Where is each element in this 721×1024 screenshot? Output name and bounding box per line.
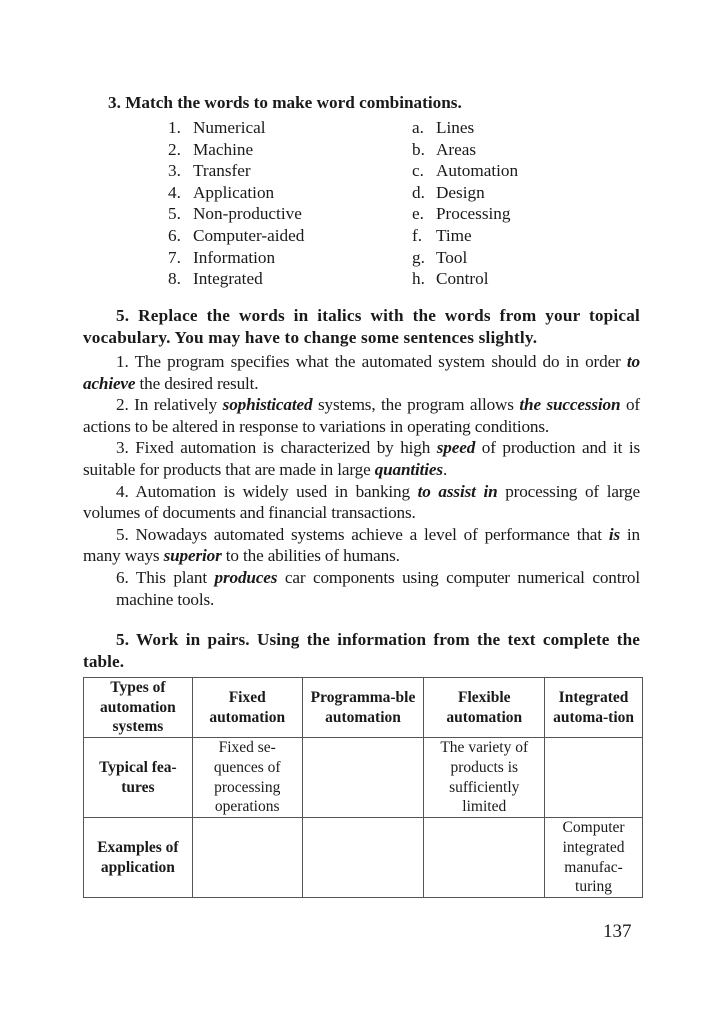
item-word: Automation xyxy=(436,161,519,181)
item-letter: c. xyxy=(412,161,424,181)
italic-phrase: quantities xyxy=(374,459,443,479)
sentence-text: 1. The program specifies what the automated system should do in order xyxy=(116,352,627,371)
sentence-text: 3. Fixed automation is characterized by high xyxy=(116,438,437,458)
exercise-3-title: 3. Match the words to make word combinations. xyxy=(108,93,462,112)
header-cell: Flexible automation xyxy=(424,678,545,738)
item-number: 7. xyxy=(168,247,181,267)
exercise-5-table-title-block xyxy=(83,629,640,672)
italic-phrase: speed xyxy=(436,438,476,458)
item-number: 6. xyxy=(168,225,181,245)
match-left-item xyxy=(168,225,398,247)
sentence-text: systems, the program allows xyxy=(312,395,520,415)
italic-phrase: is xyxy=(608,524,620,544)
table-header-row xyxy=(84,678,643,738)
automation-types-table xyxy=(83,677,643,898)
italic-phrase: produces xyxy=(214,567,278,587)
item-number: 5. xyxy=(168,204,181,224)
sentence-text: of production and it is suitable for products that are made in large xyxy=(83,438,640,479)
item-letter: f. xyxy=(412,225,423,245)
table-cell: Computer integrated manufac-turing xyxy=(545,818,643,898)
sentence-text: 4. Automation is widely used in banking xyxy=(116,481,418,501)
match-left-item xyxy=(168,160,398,182)
item-word: Processing xyxy=(436,204,511,224)
match-left-item xyxy=(168,268,398,290)
item-word: Non-productive xyxy=(193,204,302,224)
match-right-item xyxy=(412,247,612,269)
sentence-4 xyxy=(83,481,640,524)
match-left-column xyxy=(168,117,398,290)
sentence-1 xyxy=(83,351,640,394)
sentence-5 xyxy=(83,524,640,567)
item-letter: b. xyxy=(412,139,425,159)
item-number: 4. xyxy=(168,182,181,202)
sentence-6 xyxy=(83,567,640,610)
sentence-text: the desired result. xyxy=(135,373,259,393)
italic-phrase: to achieve xyxy=(83,352,640,393)
item-word: Machine xyxy=(193,139,254,159)
item-word: Control xyxy=(436,269,489,289)
item-letter: h. xyxy=(412,269,425,289)
header-cell: Integrated automa-tion xyxy=(545,678,643,738)
exercise-5-sentences xyxy=(83,351,640,610)
table-cell xyxy=(545,738,643,818)
page-number: 137 xyxy=(603,921,632,942)
italic-phrase: the succession xyxy=(519,395,621,415)
table-cell: Fixed se-quences of processing operations xyxy=(192,738,302,818)
item-letter: g. xyxy=(412,247,425,267)
match-left-item xyxy=(168,203,398,225)
sentence-text: car components using computer numerical control machine tools. xyxy=(116,567,640,609)
table-row xyxy=(84,818,643,898)
item-number: 2. xyxy=(168,139,181,159)
item-letter: d. xyxy=(412,182,425,202)
table-cell xyxy=(302,818,424,898)
match-right-column xyxy=(412,117,612,290)
item-word: Integrated xyxy=(193,269,263,289)
item-letter: a. xyxy=(412,118,424,137)
header-cell: Types of automation systems xyxy=(84,678,193,738)
item-number: 3. xyxy=(168,161,181,181)
sentence-text: of actions to be altered in response to variations in operating conditions. xyxy=(83,395,640,436)
item-word: Lines xyxy=(436,118,475,137)
italic-phrase: to assist in xyxy=(417,481,498,501)
item-word: Information xyxy=(193,247,276,267)
table-cell xyxy=(192,818,302,898)
item-word: Design xyxy=(436,182,485,202)
table-cell: The variety of products is sufficiently limited xyxy=(424,738,545,818)
item-word: Application xyxy=(193,182,275,202)
match-left-item xyxy=(168,139,398,161)
row-label: Examples of application xyxy=(84,818,193,898)
header-cell: Fixed automation xyxy=(192,678,302,738)
item-word: Numerical xyxy=(193,118,266,137)
match-right-item xyxy=(412,182,612,204)
header-cell: Programma-ble automation xyxy=(302,678,424,738)
item-word: Time xyxy=(436,225,472,245)
match-left-item xyxy=(168,117,398,139)
item-word: Tool xyxy=(436,247,468,267)
sentence-3 xyxy=(83,437,640,480)
row-label: Typical fea-tures xyxy=(84,738,193,818)
match-right-item xyxy=(412,203,612,225)
exercise-5-table-title: 5. Work in pairs. Using the information from the text complete the table. xyxy=(83,630,640,671)
item-number: 1. xyxy=(168,118,181,137)
sentence-2 xyxy=(83,394,640,437)
sentence-text: 5. Nowadays automated systems achieve a level of performance that xyxy=(116,524,609,544)
italic-phrase: superior xyxy=(163,546,222,566)
match-right-item xyxy=(412,139,612,161)
table-cell xyxy=(302,738,424,818)
match-left-item xyxy=(168,182,398,204)
match-right-item xyxy=(412,225,612,247)
item-number: 8. xyxy=(168,269,181,289)
item-letter: e. xyxy=(412,204,424,224)
sentence-text: processing of large volumes of documents and financial transactions. xyxy=(83,481,640,523)
sentence-text: in many ways xyxy=(83,524,641,566)
match-right-item xyxy=(412,160,612,182)
italic-phrase: sophisticated xyxy=(222,395,313,415)
item-word: Areas xyxy=(436,139,477,159)
sentence-text: 2. In relatively xyxy=(116,395,223,415)
exercise-5-replace-title-block xyxy=(83,305,640,348)
match-right-item xyxy=(412,268,612,290)
match-left-item xyxy=(168,247,398,269)
match-right-item xyxy=(412,117,612,139)
exercise-5-replace-title: 5. Replace the words in italics with the words from your topical vocabulary. You may have to change some sentences slightly. xyxy=(83,306,640,347)
item-word: Transfer xyxy=(193,161,251,181)
sentence-text: . xyxy=(442,459,448,479)
sentence-text: 6. This plant xyxy=(116,567,215,587)
table-row xyxy=(84,738,643,818)
table-cell xyxy=(424,818,545,898)
item-word: Computer-aided xyxy=(193,225,305,245)
sentence-text: to the abilities of humans. xyxy=(221,546,400,566)
